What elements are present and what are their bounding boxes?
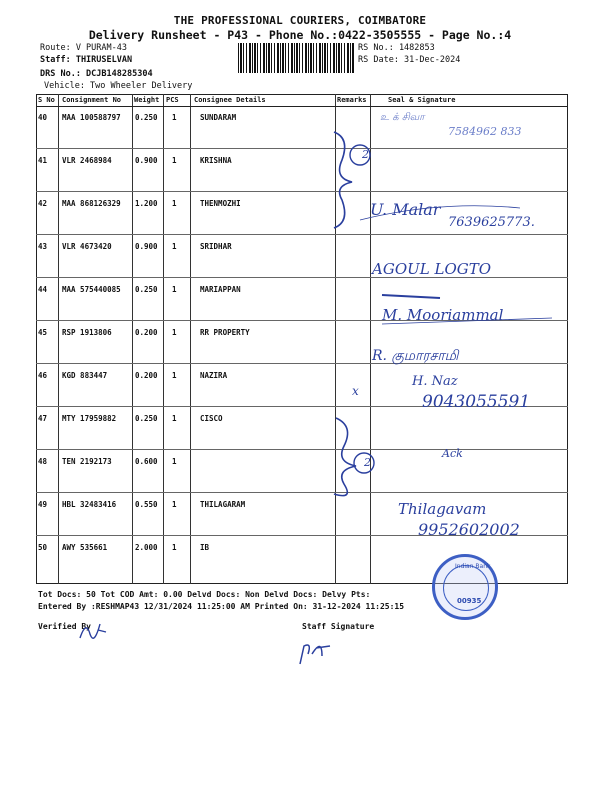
col-header-consignee: Consignee Details bbox=[194, 96, 266, 104]
row-pcs: 1 bbox=[172, 543, 177, 552]
staff-signature-mark bbox=[300, 645, 330, 664]
row-consignment: MAA 575440085 bbox=[62, 285, 121, 294]
row-consignment: MAA 868126329 bbox=[62, 199, 121, 208]
col-header-consignment: Consignment No bbox=[62, 96, 122, 104]
row-consignee: CISCO bbox=[200, 414, 223, 423]
row-consignee: NAZIRA bbox=[200, 371, 228, 380]
footer-signatures bbox=[60, 612, 380, 672]
entered-by-line: Entered By :RESHMAP43 12/31/2024 11:25:00 AM Printed On: 31-12-2024 11:25:15 bbox=[38, 602, 405, 611]
runsheet-title: Delivery Runsheet - P43 - Phone No.:0422-3505555 - Page No.:4 bbox=[88, 28, 512, 42]
col-header-signature: Seal & Signature bbox=[388, 96, 456, 104]
row-weight: 1.200 bbox=[135, 199, 158, 208]
row-consignment: TEN 2192173 bbox=[62, 457, 112, 466]
company-title: THE PROFESSIONAL COURIERS, COIMBATORE bbox=[173, 14, 427, 27]
handwritten-phone-42: 7639625773. bbox=[448, 215, 535, 230]
strike-mark bbox=[382, 295, 440, 298]
cross-mark: x bbox=[352, 384, 359, 398]
row-pcs: 1 bbox=[172, 371, 177, 380]
handwritten-signature-43: AGOUL LOGTO bbox=[372, 260, 492, 278]
handwritten-signature-40: உ க் சிவா bbox=[380, 112, 425, 123]
row-pcs: 1 bbox=[172, 500, 177, 509]
row-pcs: 1 bbox=[172, 414, 177, 423]
stamp-text: Indian Bank bbox=[455, 563, 491, 570]
row-sno: 49 bbox=[38, 500, 48, 509]
drs-number: DRS No.: DCJB148285304 bbox=[40, 69, 153, 79]
row-consignment: VLR 4673420 bbox=[62, 242, 112, 251]
row-sno: 46 bbox=[38, 371, 48, 380]
row-consignment: RSP 1913806 bbox=[62, 328, 112, 337]
ack-mark: Ack bbox=[442, 447, 463, 460]
row-weight: 0.550 bbox=[135, 500, 158, 509]
col-header-pcs: PCS bbox=[166, 96, 179, 104]
handwritten-signature-49: Thilagavam bbox=[398, 500, 487, 518]
handwritten-signature-44: M. Mooriammal bbox=[382, 306, 504, 324]
stamp-number: 00935 bbox=[457, 597, 482, 605]
verified-by-label: Verified By bbox=[38, 622, 91, 631]
brace-mark bbox=[334, 418, 356, 496]
row-pcs: 1 bbox=[172, 457, 177, 466]
col-divider bbox=[190, 94, 191, 584]
totals-line: Tot Docs: 50 Tot COD Amt: 0.00 Delvd Docs: Non Delvd Docs: Delvy Pts: bbox=[38, 590, 371, 599]
row-weight: 0.200 bbox=[135, 328, 158, 337]
col-divider bbox=[58, 94, 59, 584]
rs-date: RS Date: 31-Dec-2024 bbox=[358, 55, 461, 65]
handwritten-phone-49: 9952602002 bbox=[418, 520, 520, 539]
row-sno: 48 bbox=[38, 457, 48, 466]
handwritten-signature-46: H. Naz bbox=[412, 374, 458, 389]
row-sno: 47 bbox=[38, 414, 48, 423]
col-divider bbox=[132, 94, 133, 584]
handwritten-signature-42: U. Malar bbox=[370, 200, 441, 219]
row-sno: 45 bbox=[38, 328, 48, 337]
row-weight: 0.900 bbox=[135, 156, 158, 165]
row-weight: 0.250 bbox=[135, 113, 158, 122]
row-weight: 0.600 bbox=[135, 457, 158, 466]
row-pcs: 1 bbox=[172, 285, 177, 294]
rs-number: RS No.: 1482853 bbox=[358, 43, 435, 53]
row-consignment: AWY 535661 bbox=[62, 543, 108, 552]
row-consignment: HBL 32483416 bbox=[62, 500, 117, 509]
col-divider bbox=[163, 94, 164, 584]
row-consignment: KGD 883447 bbox=[62, 371, 108, 380]
handwritten-phone-40: 7584962 833 bbox=[448, 125, 522, 138]
col-header-sno: S No bbox=[38, 96, 55, 104]
row-sno: 41 bbox=[38, 156, 48, 165]
row-sno: 44 bbox=[38, 285, 48, 294]
route-label: Route: V PURAM-43 bbox=[40, 43, 127, 53]
row-consignment: VLR 2468984 bbox=[62, 156, 112, 165]
vehicle-label: Vehicle: Two Wheeler Delivery bbox=[44, 81, 193, 91]
row-consignee: IB bbox=[200, 543, 210, 552]
row-consignee: KRISHNA bbox=[200, 156, 232, 165]
barcode bbox=[238, 43, 354, 73]
row-sno: 43 bbox=[38, 242, 48, 251]
staff-signature-label: Staff Signature bbox=[302, 622, 375, 631]
row-pcs: 1 bbox=[172, 156, 177, 165]
col-header-remarks: Remarks bbox=[337, 96, 367, 104]
row-weight: 0.900 bbox=[135, 242, 158, 251]
row-consignee: THENMOZHI bbox=[200, 199, 241, 208]
row-sno: 50 bbox=[38, 543, 48, 552]
row-sno: 42 bbox=[38, 199, 48, 208]
row-pcs: 1 bbox=[172, 328, 177, 337]
row-consignee: THILAGARAM bbox=[200, 500, 246, 509]
row-pcs: 1 bbox=[172, 199, 177, 208]
row-pcs: 1 bbox=[172, 242, 177, 251]
handwritten-phone-46: 9043055591 bbox=[422, 392, 531, 412]
row-sno: 40 bbox=[38, 113, 48, 122]
bank-stamp bbox=[432, 554, 498, 620]
row-consignment: MTY 17959882 bbox=[62, 414, 117, 423]
verifier-signature bbox=[80, 624, 106, 638]
row-pcs: 1 bbox=[172, 113, 177, 122]
row-consignee: SRIDHAR bbox=[200, 242, 232, 251]
row-weight: 0.250 bbox=[135, 285, 158, 294]
staff-label: Staff: THIRUSELVAN bbox=[40, 55, 133, 65]
brace-note: 2 bbox=[362, 148, 369, 161]
row-consignee: MARIAPPAN bbox=[200, 285, 241, 294]
row-weight: 2.000 bbox=[135, 543, 158, 552]
row-weight: 0.250 bbox=[135, 414, 158, 423]
row-consignee: RR PROPERTY bbox=[200, 328, 250, 337]
row-weight: 0.200 bbox=[135, 371, 158, 380]
brace-note: 2 bbox=[364, 456, 371, 469]
brace-mark bbox=[334, 132, 352, 228]
handwritten-signature-45: R. குமாரசாமி bbox=[372, 348, 459, 364]
row-consignee: SUNDARAM bbox=[200, 113, 237, 122]
row-consignment: MAA 100588797 bbox=[62, 113, 121, 122]
col-header-weight: Weight bbox=[134, 96, 160, 104]
